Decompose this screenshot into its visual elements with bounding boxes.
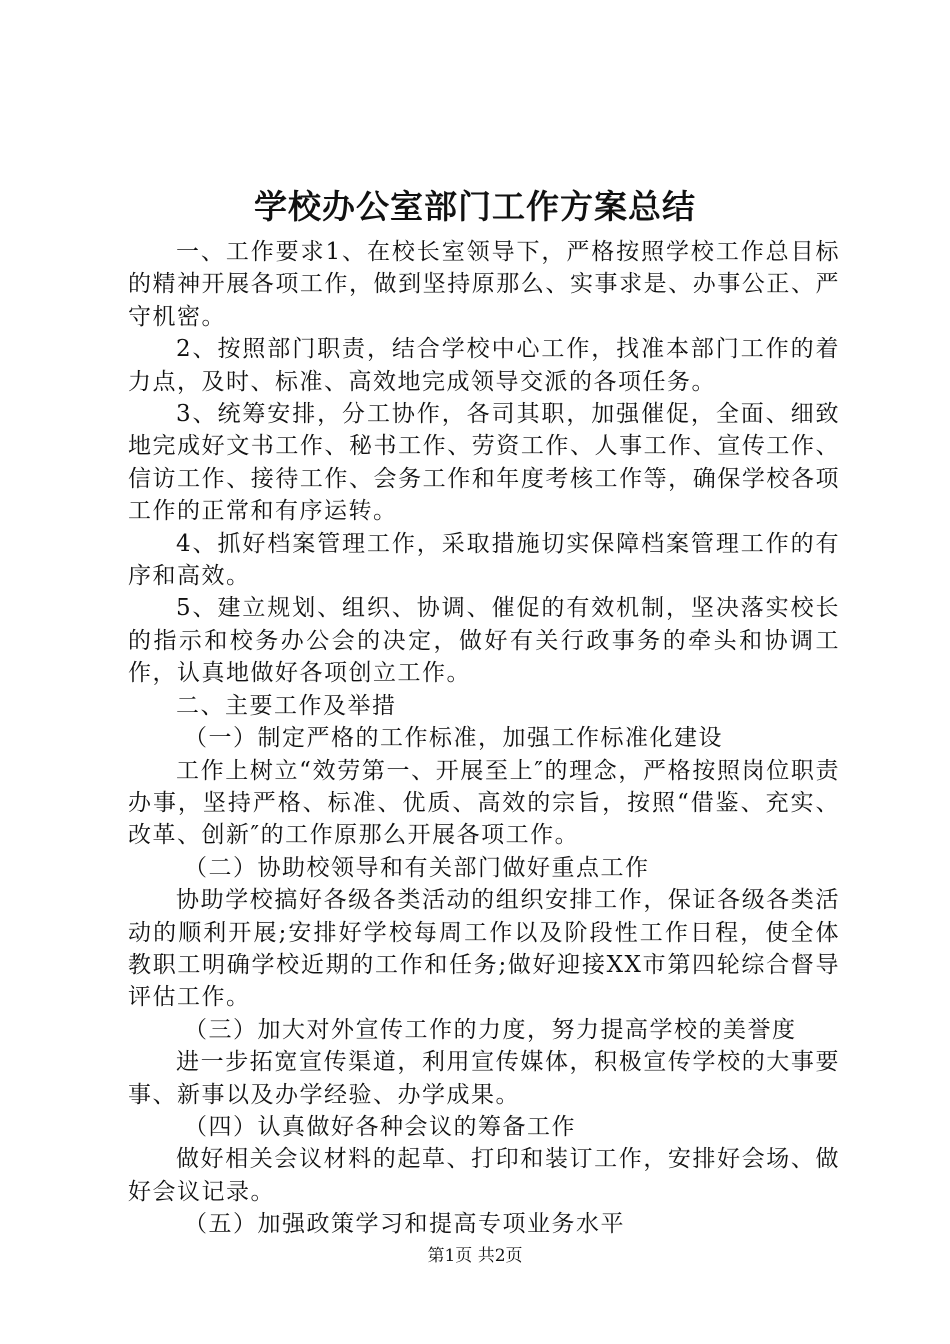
paragraph-item-3: 3、统筹安排，分工协作，各司其职，加强催促，全面、细致地完成好文书工作、秘书工作、劳资工作、人事工作、宣传工作、信访工作、接待工作、会务工作和年度考核工作等，确保学校各项工作的正常和有序运转。: [128, 401, 840, 525]
subheading-1: （一）制定严格的工作标准，加强工作标准化建设: [184, 725, 723, 752]
paragraph-sub-1: 工作上树立“效劳第一、开展至上″的理念，严格按照岗位职责办事，坚持严格、标准、优质、高效的宗旨，按照“借鉴、充实、改革、创新″的工作原那么开展各项工作。: [128, 757, 840, 849]
page-footer: 第1页 共2页: [427, 1246, 523, 1266]
paragraph-sub-4: 做好相关会议材料的起草、打印和装订工作，安排好会场、做好会议记录。: [128, 1146, 840, 1205]
section-heading-main-work: 二、主要工作及举措: [176, 692, 397, 719]
subheading-2: （二）协助校领导和有关部门做好重点工作: [184, 854, 650, 881]
document-title: 学校办公室部门工作方案总结: [254, 187, 696, 226]
paragraph-sub-3: 进一步拓宽宣传渠道，利用宣传媒体，积极宣传学校的大事要事、新事以及办学经验、办学成果。: [128, 1049, 840, 1108]
paragraph-sub-2: 协助学校搞好各级各类活动的组织安排工作，保证各级各类活动的顺利开展;安排好学校每周工作以及阶段性工作日程，使全体教职工明确学校近期的工作和任务;做好迎接XX市第四轮综合督导评估工作。: [128, 887, 840, 1011]
subheading-4: （四）认真做好各种会议的筹备工作: [184, 1113, 576, 1140]
paragraph-item-4: 4、抓好档案管理工作，采取措施切实保障档案管理工作的有序和高效。: [128, 530, 840, 590]
paragraph-item-5: 5、建立规划、组织、协调、催促的有效机制，坚决落实校长的指示和校务办公会的决定，做好有关行政事务的牵头和协调工作，认真地做好各项创立工作。: [128, 595, 840, 687]
document-body: [128, 236, 840, 1241]
subheading-5: （五）加强政策学习和提高专项业务水平: [184, 1211, 625, 1238]
paragraph-item-2: 2、按照部门职责，结合学校中心工作，找准本部门工作的着力点，及时、标准、高效地完成领导交派的各项任务。: [128, 336, 840, 395]
paragraph-work-requirements: 一、工作要求1、在校长室领导下，严格按照学校工作总目标的精神开展各项工作，做到坚持原那么、实事求是、办事公正、严守机密。: [128, 239, 840, 330]
subheading-3: （三）加大对外宣传工作的力度，努力提高学校的美誉度: [184, 1016, 797, 1043]
